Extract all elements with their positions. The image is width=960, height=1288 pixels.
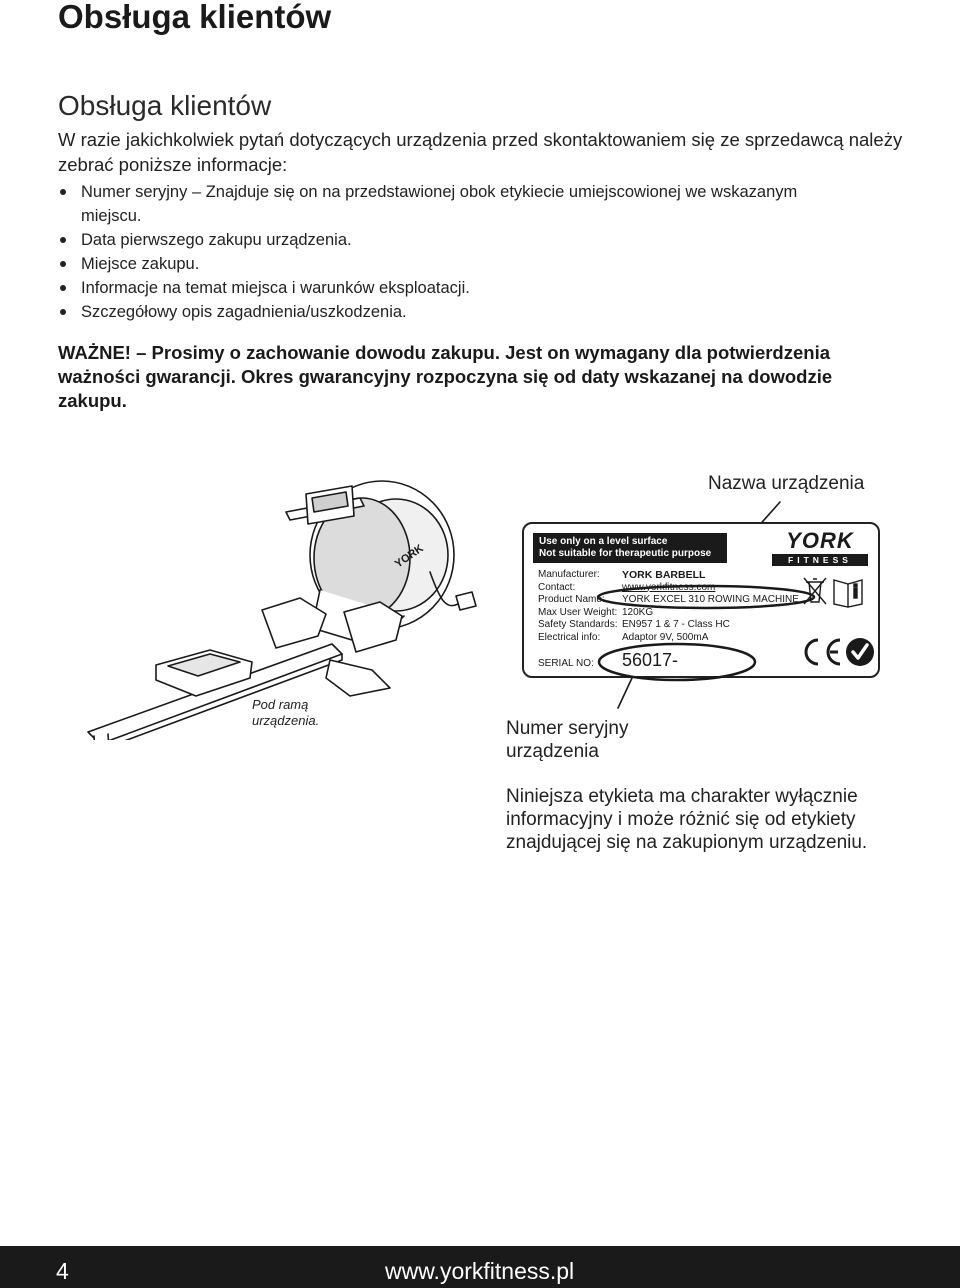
warning-line-therapeutic: Not suitable for therapeutic purpose	[539, 548, 712, 559]
page-header-title: Obsługa klientów	[58, 0, 332, 35]
important-notice: WAŻNE! – Prosimy o zachowanie dowodu zakupu. Jest on wymagany dla potwierdzenia ważności gwarancji. Okres gwarancyjny rozpoczyna się od daty wskazanej na dowodzie zakupu.	[58, 342, 833, 411]
bullet-issue-description: Szczegółowy opis zagadnienia/uszkodzenia.	[58, 300, 838, 324]
logo-york-text: YORK	[786, 528, 854, 553]
footer-website-link[interactable]: www.yorkfitness.pl	[385, 1258, 575, 1284]
spec-value: Adaptor 9V, 500mA	[622, 631, 709, 643]
bullet-purchase-place: Miejsce zakupu.	[58, 252, 838, 276]
label-spec-rows	[538, 569, 799, 644]
bullet-serial-number: Numer seryjny – Znajduje się on na przedstawionej obok etykiecie umiejscowionej we wskazanym miejscu.	[58, 180, 838, 228]
york-fitness-logo	[768, 530, 872, 566]
spec-row-safety	[538, 619, 799, 632]
spec-value: YORK EXCEL 310 ROWING MACHINE	[622, 594, 799, 605]
ce-mark-icon	[806, 640, 840, 664]
spec-row-electrical	[538, 632, 799, 645]
page-footer	[0, 1246, 960, 1288]
bullet-usage-info: Informacje na temat miejsca i warunków eksploatacji.	[58, 276, 838, 300]
info-book-icon	[834, 580, 862, 607]
console-brand-text: YORK	[392, 542, 426, 571]
info-bullet-list	[58, 180, 838, 324]
spec-row-contact	[538, 582, 799, 595]
weee-bin-icon	[804, 578, 826, 604]
spec-value: 120KG	[622, 606, 654, 618]
product-label-plate	[522, 522, 880, 678]
spec-key: Max User Weight:	[538, 606, 618, 618]
footer-page-number: 4	[56, 1258, 69, 1284]
intro-paragraph: W razie jakichkolwiek pytań dotyczących urządzenia przed skontaktowaniem się ze sprzedawcą należy zebrać poniższe informacje:	[58, 129, 903, 175]
spec-key: Manufacturer:	[538, 569, 600, 580]
spec-key: Contact:	[538, 581, 576, 593]
spec-row-max-weight	[538, 607, 799, 620]
spec-value: YORK BARBELL	[622, 569, 706, 581]
logo-fitness-text: FITNESS	[772, 554, 868, 566]
spec-key: Product Name:	[538, 594, 605, 605]
serial-no-value: 56017-	[622, 650, 679, 670]
warning-line-level: Use only on a level surface	[539, 536, 668, 547]
serial-no-key: SERIAL NO:	[538, 658, 594, 669]
plate-cert-group	[796, 632, 876, 672]
label-disclaimer-note: Niniejsza etykieta ma charakter wyłącznie informacyjny i może różnić się od etykiety znajdującej się na zakupionym urządzeniu.	[506, 786, 868, 853]
check-seal-icon	[846, 638, 874, 666]
spec-row-manufacturer	[538, 569, 799, 582]
section-title: Obsługa klientów	[58, 90, 272, 121]
spec-key: Electrical info:	[538, 631, 601, 643]
spec-row-product-name	[538, 594, 799, 607]
spec-value: EN957 1 & 7 - Class HC	[622, 619, 730, 630]
under-frame-callout: Pod ramą urządzenia.	[252, 697, 320, 728]
warning-box	[533, 533, 727, 563]
spec-value: www.yorkfitness.com	[622, 581, 716, 593]
bullet-purchase-date: Data pierwszego zakupu urządzenia.	[58, 228, 838, 252]
device-name-callout: Nazwa urządzenia	[708, 473, 865, 494]
serial-number-callout: Numer seryjny urządzenia	[506, 718, 629, 762]
spec-key: Safety Standards:	[538, 619, 618, 630]
plate-icon-group	[800, 574, 870, 608]
